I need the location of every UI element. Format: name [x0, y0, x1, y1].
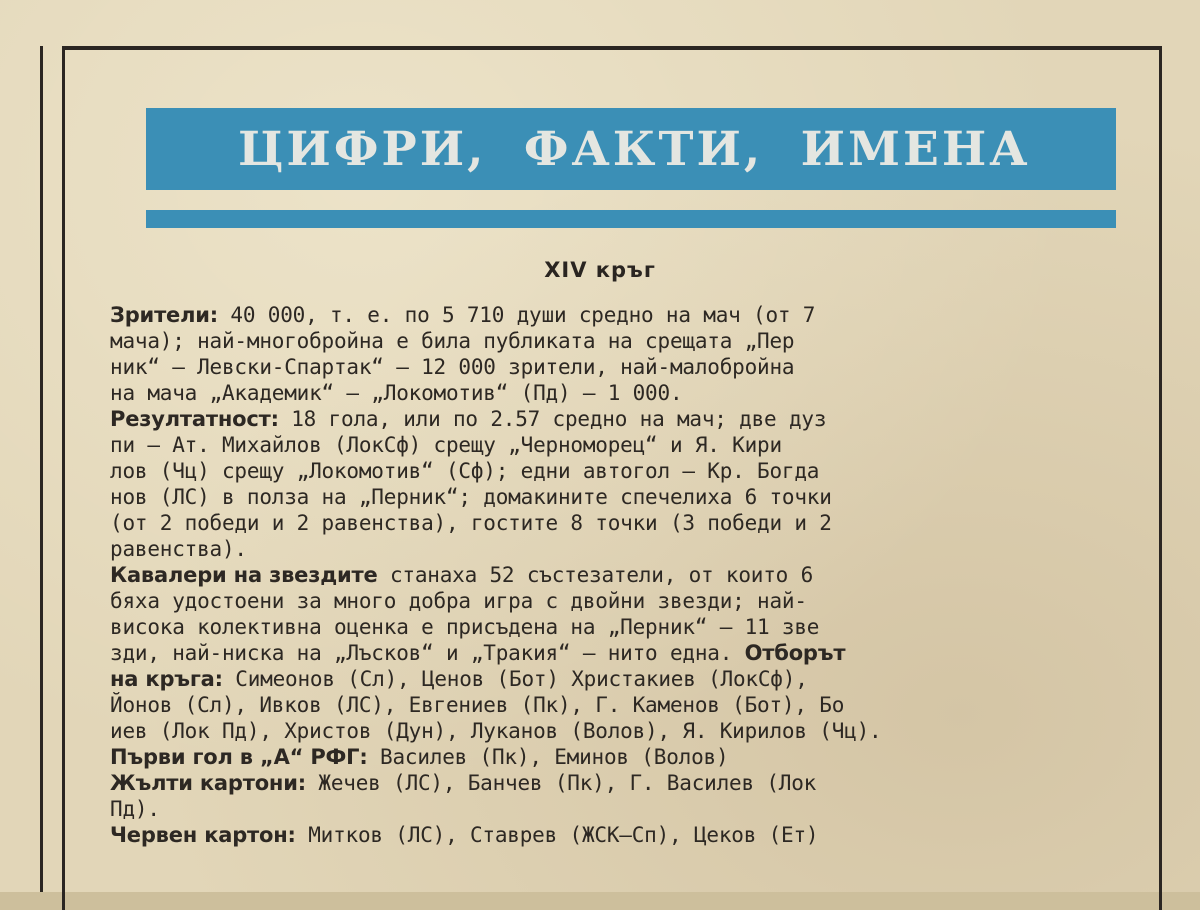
article-line: [110, 614, 1110, 640]
line-text: на мача „Академик“ — „Локомотив“ (Пд) — 1 000.: [110, 381, 683, 405]
line-text: пи — Ат. Михайлов (ЛокСф) срещу „Черноморец“ и Я. Кири: [110, 433, 782, 457]
article-line: [110, 458, 1110, 484]
article-line: [110, 692, 1110, 718]
line-text: лов (Чц) срещу „Локомотив“ (Сф); едни автогол — Кр. Богда: [110, 459, 820, 483]
article-line: [110, 640, 1110, 666]
article-line: [110, 588, 1110, 614]
line-text: иев (Лок Пд), Христов (Дун), Луканов (Волов), Я. Кирилов (Чц).: [110, 719, 882, 743]
line-text: висока колективна оценка е присъдена на „Перник“ — 11 зве: [110, 615, 820, 639]
article-body: [110, 302, 1110, 848]
line-text: равенства).: [110, 537, 247, 561]
line-text: Пд).: [110, 797, 160, 821]
line-lead: Кавалери на звездите: [110, 563, 378, 587]
line-text: (от 2 победи и 2 равенства), гостите 8 точки (3 победи и 2: [110, 511, 832, 535]
line-text: Жечев (ЛС), Банчев (Пк), Г. Василев (Лок: [305, 771, 817, 795]
line-lead: Първи гол в „А“ РФГ:: [110, 745, 368, 769]
article-line: [110, 302, 1110, 328]
heading-banner: [146, 108, 1116, 190]
line-text: Митков (ЛС), Ставрев (ЖСК—Сп), Цеков (Ет): [295, 823, 819, 847]
line-text: станаха 52 състезатели, от които 6: [377, 563, 814, 587]
line-text: бяха удостоени за много добра игра с двойни звезди; най-: [110, 589, 807, 613]
article-line: [110, 510, 1110, 536]
line-text: зди, най-ниска на „Лъсков“ и „Тракия“ — нито една.: [110, 641, 745, 665]
round-label: XIV кръг: [544, 258, 656, 282]
article-line: [110, 536, 1110, 562]
article-line: [110, 796, 1110, 822]
line-text: Йонов (Сл), Ивков (ЛС), Евгениев (Пк), Г. Каменов (Бот), Бо: [110, 693, 845, 717]
article-line: [110, 484, 1110, 510]
line-lead: Зрители:: [110, 303, 218, 327]
line-lead: Резултатност:: [110, 407, 279, 431]
line-lead: на кръга:: [110, 667, 223, 691]
article-line: [110, 822, 1110, 848]
heading-stripe: [146, 210, 1116, 228]
article-line: [110, 328, 1110, 354]
line-text: мача); най-многобройна е била публиката на срещата „Пер: [110, 329, 795, 353]
article-line: [110, 744, 1110, 770]
article-line: [110, 770, 1110, 796]
article-line: [110, 354, 1110, 380]
line-text: нов (ЛС) в полза на „Перник“; домакините спечелиха 6 точки: [110, 485, 832, 509]
page-edge-line: [40, 46, 43, 892]
article-line: [110, 432, 1110, 458]
line-trailing-bold: Отборът: [744, 641, 846, 665]
line-text: Василев (Пк), Еминов (Волов): [367, 745, 729, 769]
article-line: [110, 562, 1110, 588]
article-line: [110, 666, 1110, 692]
line-text: 18 гола, или по 2.57 средно на мач; две дуз: [278, 407, 827, 431]
line-text: 40 000, т. е. по 5 710 души средно на мач (от 7: [217, 303, 816, 327]
line-text: Симеонов (Сл), Ценов (Бот) Христакиев (ЛокСф),: [222, 667, 808, 691]
line-lead: Жълти картони:: [110, 771, 306, 795]
article-line: [110, 406, 1110, 432]
article-line: [110, 380, 1110, 406]
article-line: [110, 718, 1110, 744]
line-text: ник“ — Левски-Спартак“ — 12 000 зрители, най-малобройна: [110, 355, 795, 379]
line-lead: Червен картон:: [110, 823, 296, 847]
heading-title: ЦИФРИ, ФАКТИ, ИМЕНА: [238, 121, 1031, 177]
